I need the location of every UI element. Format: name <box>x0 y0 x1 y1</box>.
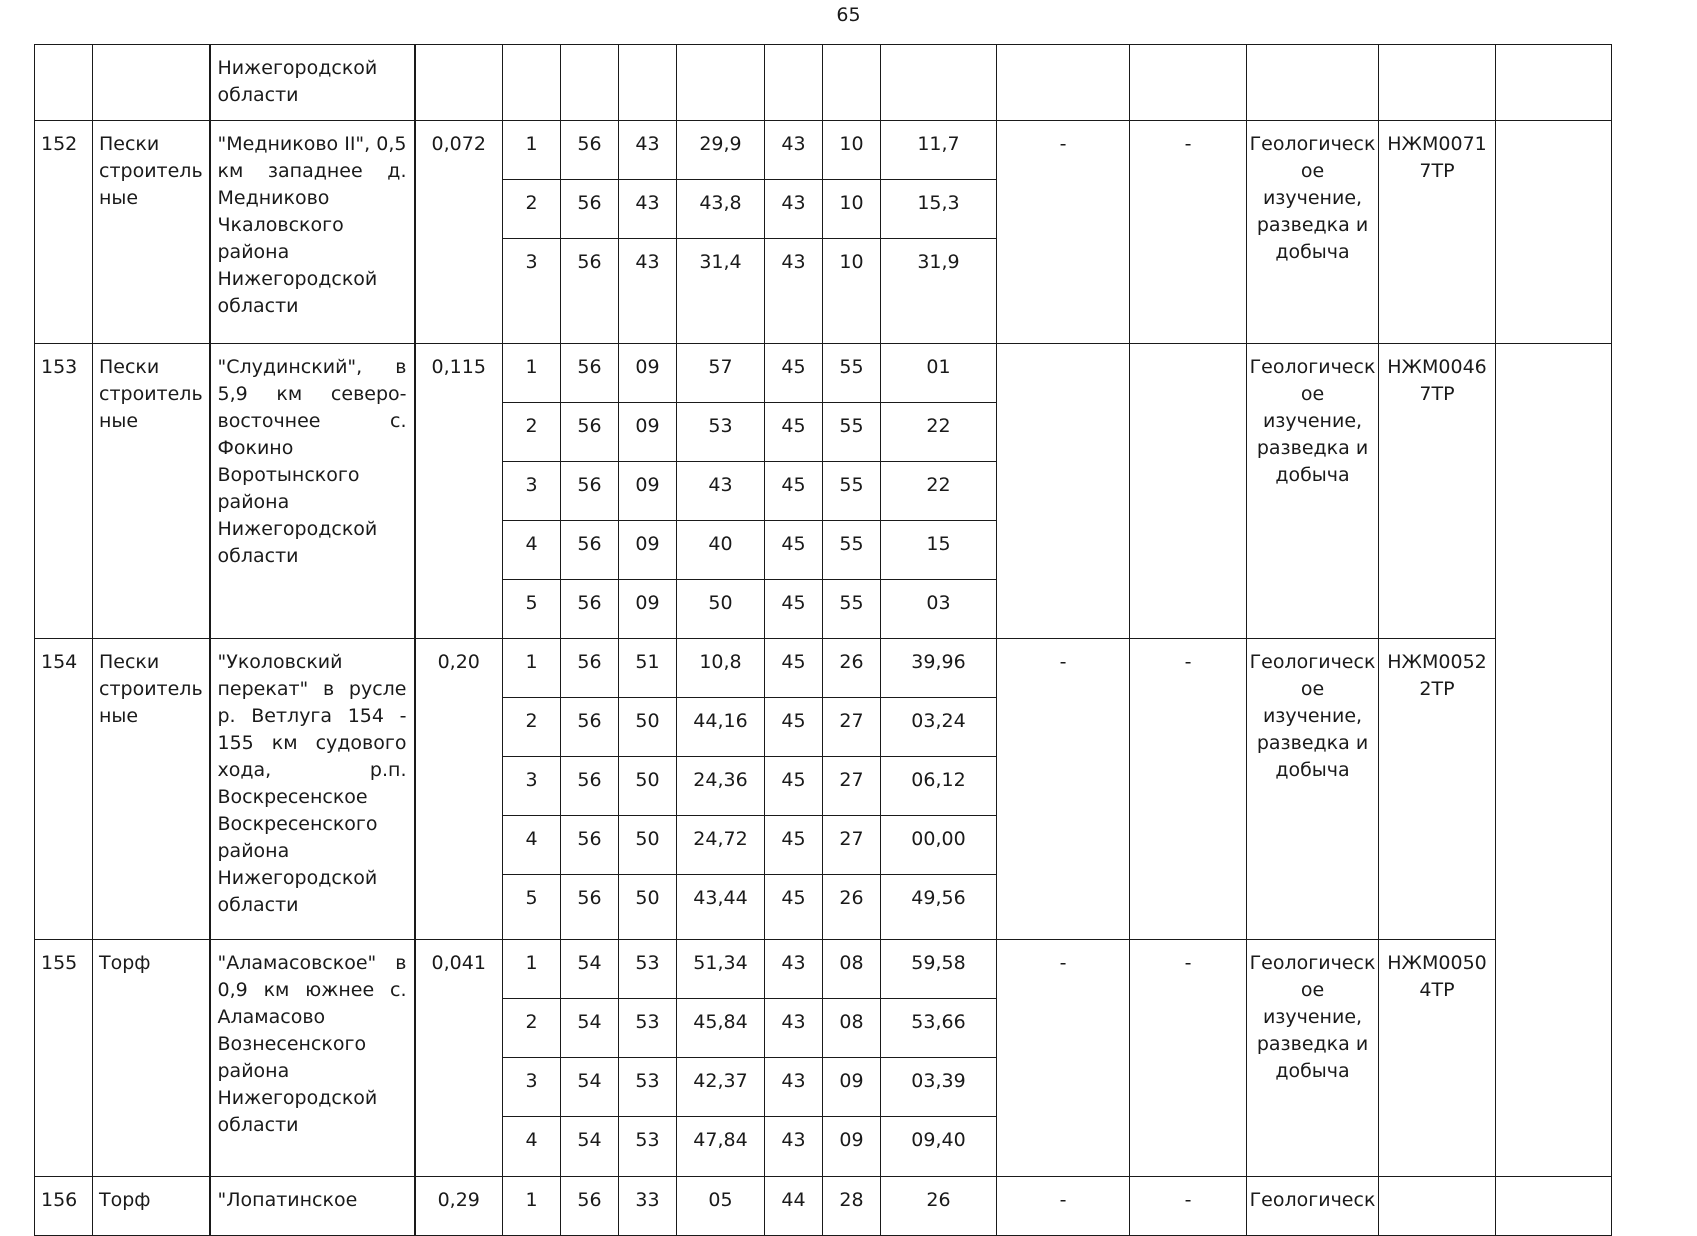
cell-num: 155 <box>35 940 93 1177</box>
cell-license: НЖМ0052 2ТР <box>1379 639 1496 940</box>
cell-location: "Слудинский", в 5,9 км северо-восточнее с. Фокино Воротынского района Нижегородской области <box>210 344 415 639</box>
cell-col12: - <box>997 639 1130 940</box>
cell-location: "Лопатинское <box>210 1177 415 1236</box>
cell-lat-min: 51 <box>619 639 677 698</box>
cell-lat-sec: 43,8 <box>677 180 765 239</box>
cell-point: 4 <box>503 816 561 875</box>
cell-col13: - <box>1130 639 1247 940</box>
cell-lat-min: 53 <box>619 1117 677 1177</box>
cell-extra <box>1496 45 1612 121</box>
cell-lon-sec: 49,56 <box>881 875 997 940</box>
cell-lon-min: 27 <box>823 757 881 816</box>
cell-lon-sec: 31,9 <box>881 239 997 344</box>
cell-extra <box>1496 1177 1612 1236</box>
cell-point: 5 <box>503 580 561 639</box>
cell-col13 <box>1130 344 1247 639</box>
cell-lat-deg: 54 <box>561 1117 619 1177</box>
cell-purpose: Геологическ ое изучение, разведка и добыча <box>1247 344 1379 639</box>
cell-lon-min: 10 <box>823 121 881 180</box>
cell-kind: Пески строитель ные <box>93 639 210 940</box>
cell-lon-min: 27 <box>823 816 881 875</box>
cell-area: 0,041 <box>415 940 503 1177</box>
cell-lon-min: 08 <box>823 940 881 999</box>
cell-col13 <box>1130 45 1247 121</box>
cell-lat-min: 50 <box>619 875 677 940</box>
cell-lon-min: 55 <box>823 462 881 521</box>
cell-lon-sec: 22 <box>881 462 997 521</box>
cell-lon-sec: 03,39 <box>881 1058 997 1117</box>
cell-lat-min: 43 <box>619 121 677 180</box>
cell-lat-sec: 44,16 <box>677 698 765 757</box>
cell-license: НЖМ0046 7ТР <box>1379 344 1496 639</box>
cell-lon-sec <box>881 45 997 121</box>
cell-point: 1 <box>503 639 561 698</box>
cell-lon-sec: 06,12 <box>881 757 997 816</box>
cell-lat-sec: 29,9 <box>677 121 765 180</box>
cell-num <box>35 45 93 121</box>
cell-col12 <box>997 344 1130 639</box>
cell-purpose <box>1247 45 1379 121</box>
cell-lon-min <box>823 45 881 121</box>
cell-lon-deg: 43 <box>765 1058 823 1117</box>
cell-lon-deg: 43 <box>765 121 823 180</box>
cell-kind: Торф <box>93 940 210 1177</box>
cell-num: 153 <box>35 344 93 639</box>
cell-col13: - <box>1130 1177 1247 1236</box>
cell-lat-deg: 56 <box>561 1177 619 1236</box>
cell-lat-min: 09 <box>619 521 677 580</box>
cell-lon-min: 10 <box>823 180 881 239</box>
cell-lon-min: 10 <box>823 239 881 344</box>
cell-lat-deg: 56 <box>561 344 619 403</box>
cell-lat-sec: 42,37 <box>677 1058 765 1117</box>
cell-location: "Аламасовское" в 0,9 км южнее с. Аламасово Вознесенского района Нижегородской области <box>210 940 415 1177</box>
cell-area: 0,115 <box>415 344 503 639</box>
cell-lon-deg: 45 <box>765 344 823 403</box>
cell-point: 2 <box>503 180 561 239</box>
cell-lat-deg: 56 <box>561 580 619 639</box>
cell-location: "Уколовский перекат" в русле р. Ветлуга 154 - 155 км судового хода, р.п. Воскресенское Воскресенского района Нижегородской области <box>210 639 415 940</box>
table-row <box>35 344 1612 403</box>
cell-lat-min: 09 <box>619 403 677 462</box>
cell-lon-min: 55 <box>823 403 881 462</box>
cell-lat-min: 43 <box>619 180 677 239</box>
cell-lon-sec: 01 <box>881 344 997 403</box>
cell-col12 <box>997 45 1130 121</box>
cell-lon-sec: 03,24 <box>881 698 997 757</box>
cell-lon-sec: 00,00 <box>881 816 997 875</box>
cell-point: 2 <box>503 403 561 462</box>
cell-point: 3 <box>503 757 561 816</box>
cell-lon-min: 55 <box>823 580 881 639</box>
cell-lat-sec <box>677 45 765 121</box>
cell-point: 1 <box>503 1177 561 1236</box>
cell-lat-deg: 56 <box>561 462 619 521</box>
cell-lon-deg: 43 <box>765 180 823 239</box>
table-row <box>35 639 1612 698</box>
cell-lat-deg: 54 <box>561 1058 619 1117</box>
cell-lat-min: 53 <box>619 1058 677 1117</box>
cell-point: 2 <box>503 698 561 757</box>
cell-location <box>210 45 415 121</box>
cell-lat-deg: 56 <box>561 816 619 875</box>
table-row <box>35 1177 1612 1236</box>
cell-lon-min: 09 <box>823 1117 881 1177</box>
cell-lon-sec: 59,58 <box>881 940 997 999</box>
cell-point <box>503 45 561 121</box>
cell-lon-min: 26 <box>823 639 881 698</box>
cell-lat-sec: 24,72 <box>677 816 765 875</box>
cell-lat-min: 43 <box>619 239 677 344</box>
cell-point: 4 <box>503 1117 561 1177</box>
cell-license: НЖМ0050 4ТР <box>1379 940 1496 1177</box>
cell-lon-min: 08 <box>823 999 881 1058</box>
cell-purpose: Геологическ <box>1247 1177 1379 1236</box>
cell-lat-deg: 56 <box>561 698 619 757</box>
cell-lon-deg: 45 <box>765 521 823 580</box>
cell-lon-deg: 45 <box>765 698 823 757</box>
cell-col12: - <box>997 121 1130 344</box>
cell-extra <box>1496 344 1612 1177</box>
cell-point: 1 <box>503 344 561 403</box>
cell-lon-deg: 45 <box>765 757 823 816</box>
cell-lat-sec: 31,4 <box>677 239 765 344</box>
cell-col13: - <box>1130 940 1247 1177</box>
table-row <box>35 940 1612 999</box>
cell-kind: Торф <box>93 1177 210 1236</box>
cell-lon-sec: 09,40 <box>881 1117 997 1177</box>
cell-col12: - <box>997 1177 1130 1236</box>
cell-lat-deg: 56 <box>561 875 619 940</box>
cell-point: 2 <box>503 999 561 1058</box>
cell-lon-deg: 43 <box>765 940 823 999</box>
cell-lon-sec: 15,3 <box>881 180 997 239</box>
cell-lat-min: 33 <box>619 1177 677 1236</box>
cell-lon-min: 27 <box>823 698 881 757</box>
cell-license <box>1379 45 1496 121</box>
cell-lon-deg: 43 <box>765 1117 823 1177</box>
cell-purpose: Геологическ ое изучение, разведка и добыча <box>1247 940 1379 1177</box>
cell-lat-deg: 56 <box>561 757 619 816</box>
cell-lon-deg: 43 <box>765 999 823 1058</box>
cell-lon-sec: 22 <box>881 403 997 462</box>
cell-purpose: Геологическ ое изучение, разведка и добыча <box>1247 121 1379 344</box>
cell-lat-sec: 10,8 <box>677 639 765 698</box>
cell-lat-deg: 56 <box>561 403 619 462</box>
cell-lat-deg: 56 <box>561 180 619 239</box>
cell-lat-min: 09 <box>619 344 677 403</box>
cell-lon-deg: 45 <box>765 462 823 521</box>
cell-point: 3 <box>503 1058 561 1117</box>
cell-lat-min <box>619 45 677 121</box>
cell-lat-sec: 43,44 <box>677 875 765 940</box>
cell-lon-deg: 45 <box>765 639 823 698</box>
location-text: Нижегородской области <box>217 57 378 106</box>
cell-lat-deg: 54 <box>561 999 619 1058</box>
cell-area: 0,29 <box>415 1177 503 1236</box>
cell-point: 3 <box>503 462 561 521</box>
cell-lat-sec: 05 <box>677 1177 765 1236</box>
cell-lon-sec: 03 <box>881 580 997 639</box>
cell-lat-sec: 40 <box>677 521 765 580</box>
cell-purpose: Геологическ ое изучение, разведка и добыча <box>1247 639 1379 940</box>
cell-lat-deg: 56 <box>561 121 619 180</box>
cell-lat-min: 53 <box>619 940 677 999</box>
cell-lat-min: 50 <box>619 698 677 757</box>
cell-lat-sec: 57 <box>677 344 765 403</box>
cell-extra <box>1496 121 1612 344</box>
cell-point: 1 <box>503 940 561 999</box>
table-row <box>35 121 1612 180</box>
cell-lon-sec: 11,7 <box>881 121 997 180</box>
page-number: 65 <box>836 4 861 26</box>
cell-lat-deg: 54 <box>561 940 619 999</box>
cell-col13: - <box>1130 121 1247 344</box>
cell-num: 154 <box>35 639 93 940</box>
cell-lon-deg: 45 <box>765 580 823 639</box>
cell-lat-sec: 43 <box>677 462 765 521</box>
cell-lon-deg: 43 <box>765 239 823 344</box>
cell-point: 5 <box>503 875 561 940</box>
cell-lon-deg: 45 <box>765 403 823 462</box>
cell-lon-deg: 45 <box>765 816 823 875</box>
cell-col12: - <box>997 940 1130 1177</box>
cell-lon-min: 55 <box>823 344 881 403</box>
cell-num: 152 <box>35 121 93 344</box>
cell-kind: Пески строитель ные <box>93 344 210 639</box>
cell-lat-sec: 47,84 <box>677 1117 765 1177</box>
cell-kind: Пески строитель ные <box>93 121 210 344</box>
cell-lat-deg: 56 <box>561 239 619 344</box>
cell-lon-min: 09 <box>823 1058 881 1117</box>
cell-location: "Медниково II", 0,5 км западнее д. Медниково Чкаловского района Нижегородской области <box>210 121 415 344</box>
cell-lon-deg: 45 <box>765 875 823 940</box>
cell-lon-sec: 53,66 <box>881 999 997 1058</box>
cell-lat-min: 53 <box>619 999 677 1058</box>
cell-lon-sec: 26 <box>881 1177 997 1236</box>
cell-lat-deg: 56 <box>561 639 619 698</box>
cell-point: 1 <box>503 121 561 180</box>
cell-lon-sec: 15 <box>881 521 997 580</box>
cell-lon-deg: 44 <box>765 1177 823 1236</box>
cell-lat-min: 50 <box>619 757 677 816</box>
cell-num: 156 <box>35 1177 93 1236</box>
cell-lat-min: 09 <box>619 580 677 639</box>
cell-lat-deg <box>561 45 619 121</box>
registry-body <box>35 45 1612 1236</box>
cell-lat-min: 09 <box>619 462 677 521</box>
cell-license: НЖМ0071 7ТР <box>1379 121 1496 344</box>
cell-lon-sec: 39,96 <box>881 639 997 698</box>
cell-lat-deg: 56 <box>561 521 619 580</box>
cell-lon-min: 28 <box>823 1177 881 1236</box>
cell-lat-sec: 53 <box>677 403 765 462</box>
cell-area <box>415 45 503 121</box>
cell-lat-sec: 51,34 <box>677 940 765 999</box>
cell-point: 3 <box>503 239 561 344</box>
cell-lat-sec: 45,84 <box>677 999 765 1058</box>
cell-area: 0,20 <box>415 639 503 940</box>
cell-point: 4 <box>503 521 561 580</box>
cell-area: 0,072 <box>415 121 503 344</box>
cell-lon-deg <box>765 45 823 121</box>
cell-lat-sec: 50 <box>677 580 765 639</box>
cell-lat-min: 50 <box>619 816 677 875</box>
cell-license <box>1379 1177 1496 1236</box>
cell-kind <box>93 45 210 121</box>
table-row-continuation <box>35 45 1612 121</box>
cell-lon-min: 55 <box>823 521 881 580</box>
cell-lat-sec: 24,36 <box>677 757 765 816</box>
registry-table <box>34 44 1612 1236</box>
cell-lon-min: 26 <box>823 875 881 940</box>
